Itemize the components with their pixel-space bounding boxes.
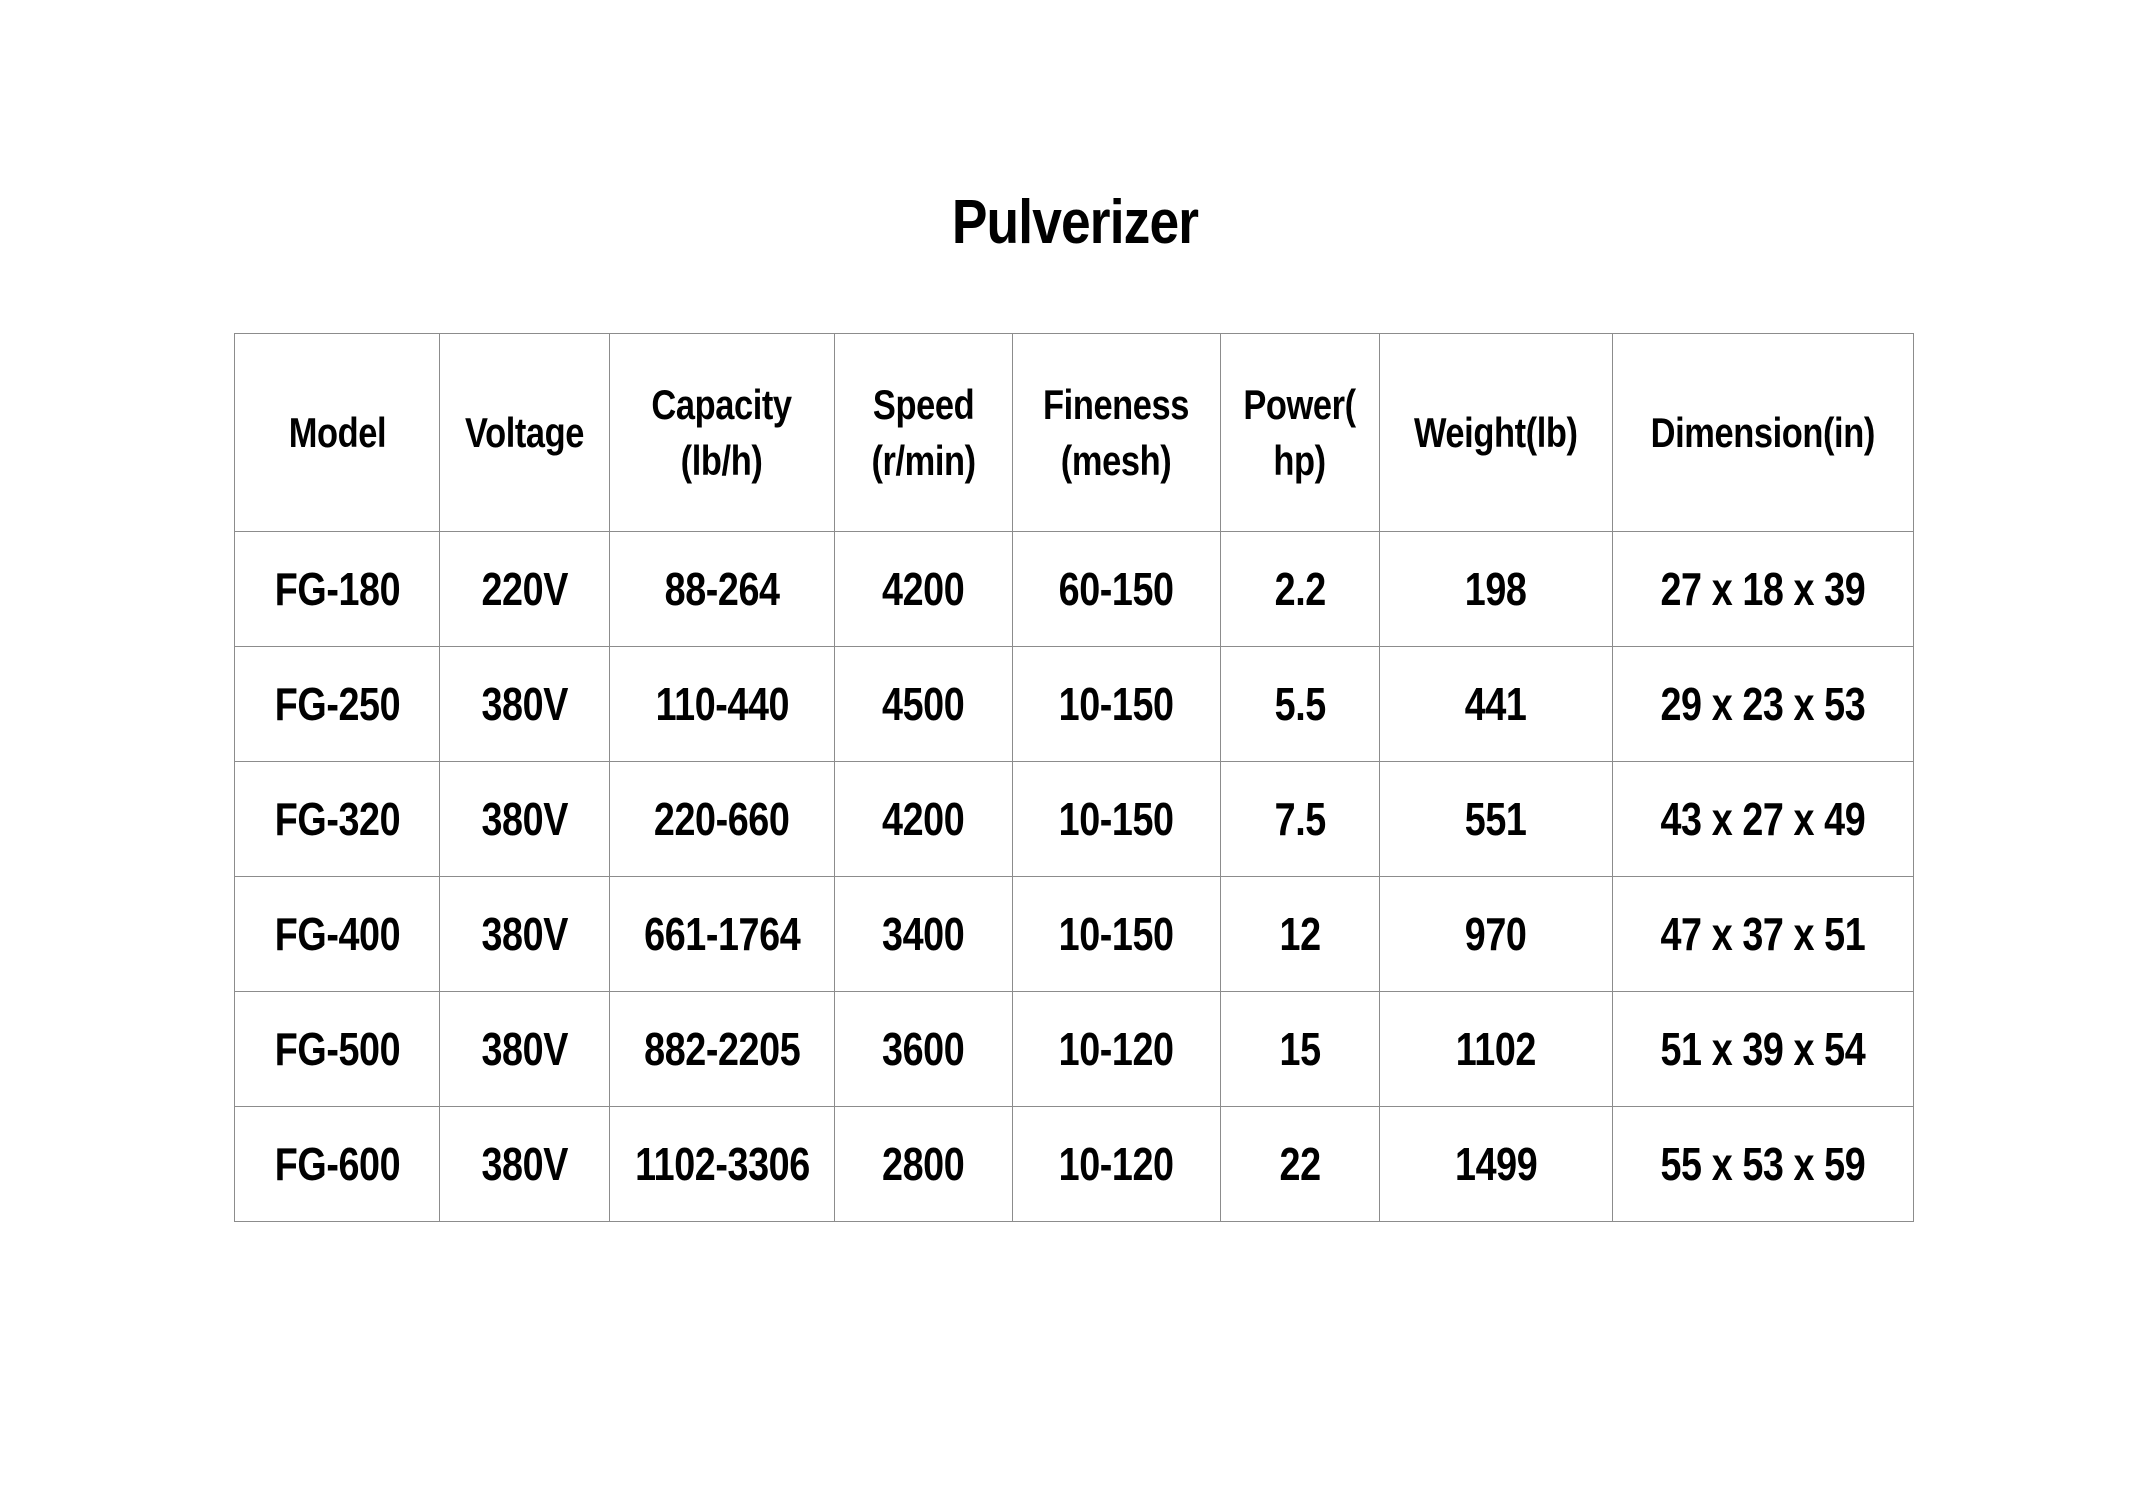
table-header-row: [235, 334, 1914, 532]
cell-voltage: 380V: [440, 762, 610, 877]
cell-model: FG-320: [235, 762, 440, 877]
cell-dimension: 29 x 23 x 53: [1613, 647, 1914, 762]
header-weight: Weight(lb): [1380, 334, 1613, 532]
cell-fineness: 10-150: [1013, 877, 1221, 992]
cell-voltage: 220V: [440, 532, 610, 647]
table-row: [235, 877, 1914, 992]
header-voltage: Voltage: [440, 334, 610, 532]
header-fineness: Fineness (mesh): [1013, 334, 1221, 532]
cell-fineness: 10-150: [1013, 762, 1221, 877]
table-row: [235, 1107, 1914, 1222]
cell-dimension: 43 x 27 x 49: [1613, 762, 1914, 877]
cell-dimension: 27 x 18 x 39: [1613, 532, 1914, 647]
cell-weight: 1102: [1380, 992, 1613, 1107]
cell-voltage: 380V: [440, 1107, 610, 1222]
cell-voltage: 380V: [440, 647, 610, 762]
cell-capacity: 110-440: [610, 647, 835, 762]
cell-voltage: 380V: [440, 877, 610, 992]
table-row: [235, 992, 1914, 1107]
header-power: Power( hp): [1221, 334, 1380, 532]
cell-model: FG-180: [235, 532, 440, 647]
cell-power: 5.5: [1221, 647, 1380, 762]
cell-speed: 3600: [835, 992, 1013, 1107]
cell-model: FG-600: [235, 1107, 440, 1222]
cell-fineness: 10-150: [1013, 647, 1221, 762]
cell-capacity: 88-264: [610, 532, 835, 647]
cell-capacity: 220-660: [610, 762, 835, 877]
cell-weight: 970: [1380, 877, 1613, 992]
cell-power: 12: [1221, 877, 1380, 992]
table-row: [235, 532, 1914, 647]
cell-power: 22: [1221, 1107, 1380, 1222]
header-capacity: Capacity (lb/h): [610, 334, 835, 532]
cell-voltage: 380V: [440, 992, 610, 1107]
cell-power: 15: [1221, 992, 1380, 1107]
cell-weight: 551: [1380, 762, 1613, 877]
cell-weight: 441: [1380, 647, 1613, 762]
cell-speed: 3400: [835, 877, 1013, 992]
cell-power: 7.5: [1221, 762, 1380, 877]
cell-capacity: 882-2205: [610, 992, 835, 1107]
document-title: Pulverizer: [951, 188, 1199, 257]
header-dimension: Dimension(in): [1613, 334, 1914, 532]
cell-capacity: 1102-3306: [610, 1107, 835, 1222]
cell-speed: 2800: [835, 1107, 1013, 1222]
cell-speed: 4200: [835, 762, 1013, 877]
table-row: [235, 647, 1914, 762]
cell-speed: 4500: [835, 647, 1013, 762]
cell-fineness: 10-120: [1013, 1107, 1221, 1222]
header-model: Model: [235, 334, 440, 532]
header-speed: Speed (r/min): [835, 334, 1013, 532]
cell-model: FG-400: [235, 877, 440, 992]
cell-speed: 4200: [835, 532, 1013, 647]
cell-dimension: 55 x 53 x 59: [1613, 1107, 1914, 1222]
cell-dimension: 51 x 39 x 54: [1613, 992, 1914, 1107]
cell-model: FG-500: [235, 992, 440, 1107]
cell-weight: 1499: [1380, 1107, 1613, 1222]
cell-fineness: 10-120: [1013, 992, 1221, 1107]
cell-capacity: 661-1764: [610, 877, 835, 992]
spec-table: [234, 333, 1914, 1222]
cell-power: 2.2: [1221, 532, 1380, 647]
cell-fineness: 60-150: [1013, 532, 1221, 647]
cell-model: FG-250: [235, 647, 440, 762]
table-row: [235, 762, 1914, 877]
cell-dimension: 47 x 37 x 51: [1613, 877, 1914, 992]
cell-weight: 198: [1380, 532, 1613, 647]
